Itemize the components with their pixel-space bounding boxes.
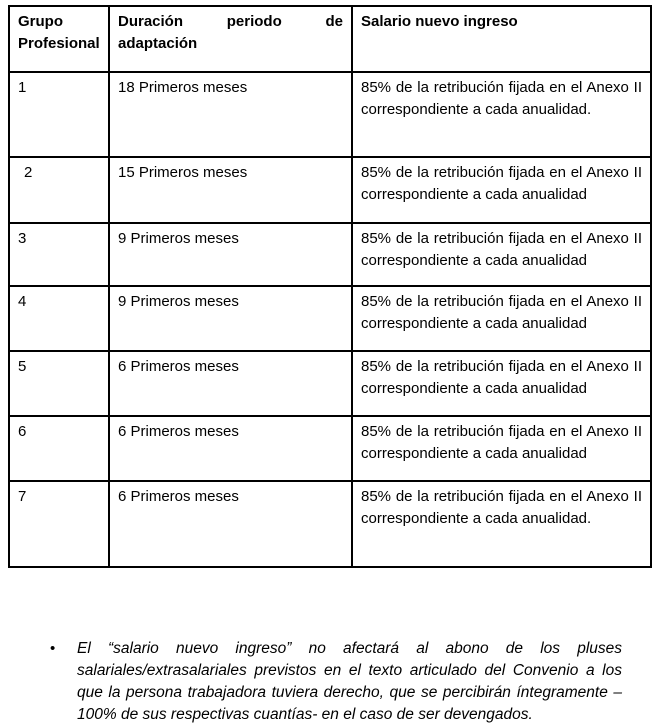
cell-grupo: 1 [9,72,109,157]
cell-salario: 85% de la retribución fijada en el Anexo II correspondiente a cada anualidad. [352,72,651,157]
table-header-row [9,6,651,72]
table-row [9,286,651,351]
cell-grupo: 4 [9,286,109,351]
header-duracion-periodo: Duración periodo de adaptación [109,6,352,72]
cell-duracion: 9 Primeros meses [109,286,352,351]
cell-grupo: 2 [9,157,109,223]
cell-salario: 85% de la retribución fijada en el Anexo II correspondiente a cada anualidad [352,223,651,286]
footnote-text: El “salario nuevo ingreso” no afectará al abono de los pluses salariales/extrasalariales previstos en el texto articulado del Convenio a los que la persona trabajadora tuviera derecho, que se percibirán íntegramente – 100% de sus respectivas cuantías- en el caso de ser devengados. [77,640,622,723]
cell-salario: 85% de la retribución fijada en el Anexo II correspondiente a cada anualidad [352,286,651,351]
header-salario-nuevo-ingreso: Salario nuevo ingreso [352,6,651,72]
cell-salario: 85% de la retribución fijada en el Anexo II correspondiente a cada anualidad [352,351,651,416]
bullet-marker-icon: • [50,640,56,657]
cell-grupo: 6 [9,416,109,481]
cell-duracion: 6 Primeros meses [109,351,352,416]
cell-duracion: 6 Primeros meses [109,416,352,481]
header-grupo-profesional: Grupo Profesional [9,6,109,72]
cell-grupo: 5 [9,351,109,416]
footnote [50,638,622,726]
cell-duracion: 6 Primeros meses [109,481,352,567]
cell-duracion: 18 Primeros meses [109,72,352,157]
salary-table [8,5,652,568]
cell-salario: 85% de la retribución fijada en el Anexo II correspondiente a cada anualidad [352,157,651,223]
table-row [9,351,651,416]
cell-duracion: 15 Primeros meses [109,157,352,223]
cell-grupo: 7 [9,481,109,567]
cell-salario: 85% de la retribución fijada en el Anexo II correspondiente a cada anualidad [352,416,651,481]
cell-grupo: 3 [9,223,109,286]
cell-salario: 85% de la retribución fijada en el Anexo II correspondiente a cada anualidad. [352,481,651,567]
cell-duracion: 9 Primeros meses [109,223,352,286]
table-row [9,416,651,481]
table-row [9,481,651,567]
table-row [9,223,651,286]
table-row [9,72,651,157]
table-row [9,157,651,223]
